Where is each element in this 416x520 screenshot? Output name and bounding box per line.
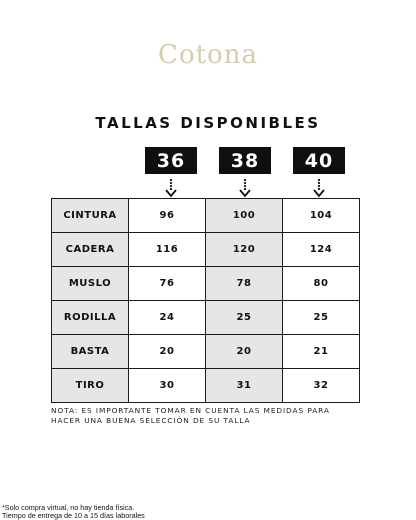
table-cell: 21 xyxy=(283,335,360,369)
arrow-down-icon xyxy=(312,178,326,198)
table-row xyxy=(52,199,360,233)
table-cell: 104 xyxy=(283,199,360,233)
table-cell: 30 xyxy=(129,369,206,403)
table-cell: 78 xyxy=(206,267,283,301)
size-40-label: 40 xyxy=(293,147,345,174)
table-cell: 80 xyxy=(283,267,360,301)
table-cell: 124 xyxy=(283,233,360,267)
row-label: RODILLA xyxy=(52,301,129,335)
table-cell: 76 xyxy=(129,267,206,301)
row-label: MUSLO xyxy=(52,267,129,301)
table-cell: 25 xyxy=(206,301,283,335)
arrow-down-icon xyxy=(164,178,178,198)
row-label: CADERA xyxy=(52,233,129,267)
footer-line: *Solo compra virtual, no hay tienda física. xyxy=(2,503,135,512)
arrow-down-icon xyxy=(238,178,252,198)
table-cell: 116 xyxy=(129,233,206,267)
table-cell: 32 xyxy=(283,369,360,403)
table-cell: 24 xyxy=(129,301,206,335)
size-note: NOTA: ES IMPORTANTE TOMAR EN CUENTA LAS MEDIDAS PARA HACER UNA BUENA SELECCIÓN DE SU TALLA xyxy=(51,406,330,425)
table-row xyxy=(52,301,360,335)
page-title: TALLAS DISPONIBLES xyxy=(95,114,321,132)
table-row xyxy=(52,369,360,403)
table-cell: 120 xyxy=(206,233,283,267)
table-row xyxy=(52,233,360,267)
row-label: TIRO xyxy=(52,369,129,403)
table-cell: 96 xyxy=(129,199,206,233)
size-38-label: 38 xyxy=(219,147,271,174)
size-36-label: 36 xyxy=(145,147,197,174)
table-cell: 20 xyxy=(129,335,206,369)
table-cell: 100 xyxy=(206,199,283,233)
row-label: CINTURA xyxy=(52,199,129,233)
table-cell: 25 xyxy=(283,301,360,335)
footer-line: Tiempo de entrega de 10 a 15 días laborales xyxy=(2,511,145,520)
row-label: BASTA xyxy=(52,335,129,369)
table-cell: 31 xyxy=(206,369,283,403)
size-table xyxy=(51,198,360,403)
footer-note xyxy=(2,504,302,520)
brand-logo: Cotona xyxy=(158,40,258,70)
table-row xyxy=(52,335,360,369)
table-row xyxy=(52,267,360,301)
table-cell: 20 xyxy=(206,335,283,369)
